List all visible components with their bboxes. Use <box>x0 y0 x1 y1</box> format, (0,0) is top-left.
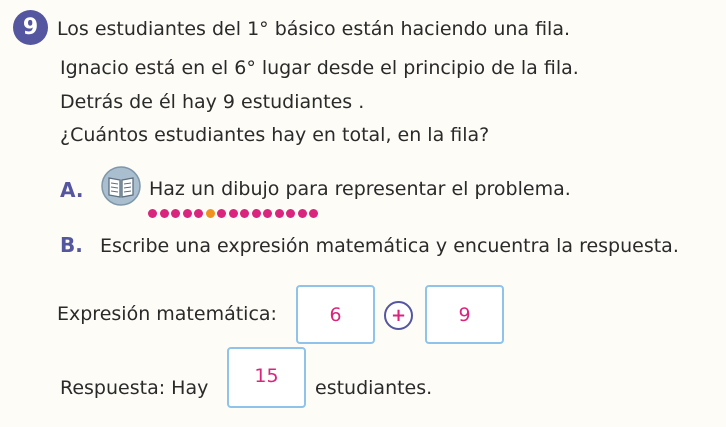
expression-label: Expresión matemática: <box>57 303 277 325</box>
dot <box>298 209 307 218</box>
dot <box>263 209 272 218</box>
dot <box>183 209 192 218</box>
dot <box>240 209 249 218</box>
answer-box[interactable]: 15 <box>227 347 306 408</box>
problem-question: ¿Cuántos estudiantes hay en total, en la fila? <box>60 124 490 146</box>
problem-line-1: Los estudiantes del 1° básico están haciendo una fila. <box>57 18 571 40</box>
problem-line-3: Detrás de él hay 9 estudiantes . <box>60 91 365 113</box>
dot <box>286 209 295 218</box>
plus-operator: + <box>384 301 413 330</box>
expression-first-box[interactable]: 6 <box>296 285 375 344</box>
problem-line-2: Ignacio está en el 6° lugar desde el principio de la fila. <box>60 57 579 79</box>
dot <box>217 209 226 218</box>
problem-number-badge: 9 <box>13 10 48 45</box>
part-b-instruction: Escribe una expresión matemática y encuentra la respuesta. <box>100 235 679 257</box>
part-a-instruction: Haz un dibujo para representar el problema. <box>149 178 571 200</box>
part-b-letter: B. <box>60 233 83 257</box>
dot <box>309 209 318 218</box>
answer-prefix: Respuesta: Hay <box>60 377 209 399</box>
dot <box>229 209 238 218</box>
dot <box>148 209 157 218</box>
dot <box>275 209 284 218</box>
dot <box>171 209 180 218</box>
dot <box>194 209 203 218</box>
book-icon <box>101 166 141 206</box>
dot <box>160 209 169 218</box>
dot-highlighted <box>206 209 215 218</box>
part-a-letter: A. <box>60 178 84 202</box>
expression-second-box[interactable]: 9 <box>425 285 504 344</box>
dot-row <box>148 209 318 218</box>
dot <box>252 209 261 218</box>
answer-suffix: estudiantes. <box>315 377 433 399</box>
